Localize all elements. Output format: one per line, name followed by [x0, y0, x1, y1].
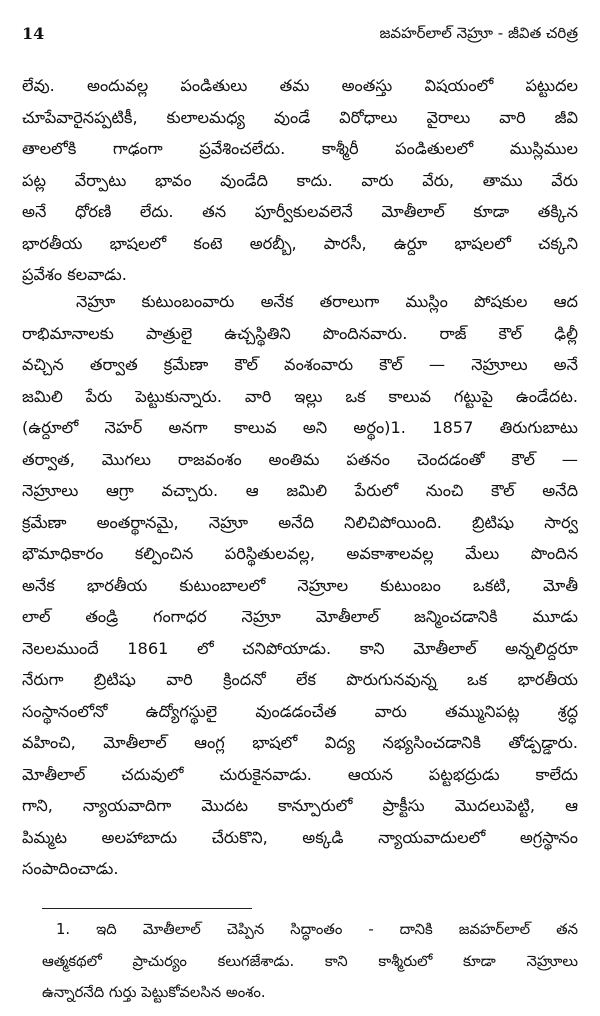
text-line: భౌమాధికారం కల్పించిన పరిస్థితులవల్ల, అవకాశాలవల్ల మేలు పొందిన — [22, 544, 578, 563]
text-line: నెహ్రూ కుటుంబంవారు అనేక తరాలుగా ముస్లిం పోషకుల ఆద — [76, 292, 578, 311]
text-line: పిమ్మట అలహాబాదు చేరుకొని, అక్కడి న్యాయవాదులలో అగ్రస్థానం — [22, 827, 578, 847]
text-line: అనే ధోరణి లేదు. తన పూర్వీకులవలెనే మోతీలాల్ కూడా తక్కిన — [22, 202, 578, 221]
text-line: తాలలోకి గాఢంగా ప్రవేశించలేదు. కాశ్మీరీ పండితులలో ముస్లిముల — [22, 139, 578, 158]
text-line: లాల్ తండ్రి గంగాధర నెహ్రూ మోతీలాల్ జన్మించడానికి మూడు — [22, 607, 578, 626]
text-line: భారతీయ భాషలలో కంటె అరబ్బీ, పారసీ, ఉర్దూ భాషలలో చక్కని — [22, 233, 578, 253]
text-line: పట్ల వేర్పాటు భావం వుండేది కాదు. వారు వేరు, తాము వేరు — [22, 170, 578, 190]
footnote — [42, 914, 578, 1009]
text-line: వహించి, మోతీలాల్ ఆంగ్ల భాషలో విద్య నభ్యసించడానికి తోడ్పడ్డారు. — [22, 733, 578, 752]
footnote-line: ఆత్మకథలో ప్రాచుర్యం కలుగజేశాడు. కాని కాశ్మీరులో కూడా నెహ్రూలు — [42, 952, 578, 970]
text-line: క్రమేణా అంతర్థానమై, నెహ్రూ అనేది నిలిచిపోయింది. బ్రిటిషు సార్వ — [22, 512, 578, 532]
footnote-line: ఉన్నారనేది గుర్తు పెట్టుకోవలసిన అంశం. — [42, 984, 266, 1001]
text-line: వచ్చిన తర్వాత క్రమేణా కౌల్ వంశంవారు కౌల్ — నెహ్రూలు అనే — [22, 355, 578, 374]
text-line: గాని, న్యాయవాదిగా మొదట కాన్పూరులో ప్రాక్టీసు మొదలుపెట్టి, ఆ — [22, 796, 578, 815]
text-line: ప్రవేశం కలవాడు. — [22, 265, 127, 284]
text-line: చూపేవారైనప్పటికీ, కులాలమధ్య వుండే విరోధాలు వైరాలు వారి జీవి — [22, 107, 578, 127]
text-line: తర్వాత, మొగలు రాజవంశం అంతిమ పతనం చెందడంతో కౌల్ — — [22, 449, 578, 469]
page-header — [22, 24, 578, 50]
text-line: సంస్థానంలోనో ఉద్యోగస్థులై వుండడంచేత వారు తమ్మునిపట్ల శ్రద్ధ — [22, 701, 578, 721]
text-line: నెహ్రూలు ఆగ్రా వచ్చారు. ఆ జమిలి పేరులో నుంచి కౌల్ అనేది — [22, 481, 578, 500]
body-paragraph-1 — [22, 70, 578, 291]
text-line: లేవు. అందువల్ల పండితులు తమ అంతస్తు విషయంలో పట్టుదల — [22, 76, 578, 95]
page-number: 14 — [22, 24, 45, 43]
footnote-line: 1. ఇది మోతీలాల్ చెప్పిన సిద్ధాంతం - దానికి జవహర్‌లాల్ తన — [56, 921, 578, 938]
text-line: రాభిమానాలకు పాత్రులై ఉచ్చస్థితిని పొందినవారు. రాజ్ కౌల్ ఢిల్లీ — [22, 323, 578, 343]
text-line: జమిలి పేరు పెట్టుకున్నారు. వారి ఇల్లు ఒక కాలువ గట్టుపై ఉండేదట. — [22, 386, 578, 406]
text-line: (ఉర్దూలో నెహర్ అనగా కాలువ అని అర్థం)1. 1857 తిరుగుబాటు — [22, 418, 578, 437]
text-line: అనేక భారతీయ కుటుంబాలలో నెహ్రూల కుటుంబం ఒకటి, మోతీ — [22, 575, 578, 595]
text-line: మోతీలాల్ చదువులో చురుకైనవాడు. ఆయన పట్టభద్రుడు కాలేదు — [22, 764, 578, 784]
body-paragraph-2 — [22, 286, 578, 885]
footnote-divider — [42, 908, 252, 909]
text-line: సంపాదించాడు. — [22, 859, 119, 878]
text-line: నెలలముందే 1861 లో చనిపోయాడు. కాని మోతీలాల్ అన్నలిద్దరూ — [22, 638, 578, 658]
running-head: జవహర్‌లాల్ నెహ్రూ - జీవిత చరిత్ర — [379, 24, 578, 42]
text-line: నేరుగా బ్రిటిషు వారి క్రిందనో లేక పొరుగునవున్న ఒక భారతీయ — [22, 670, 578, 689]
